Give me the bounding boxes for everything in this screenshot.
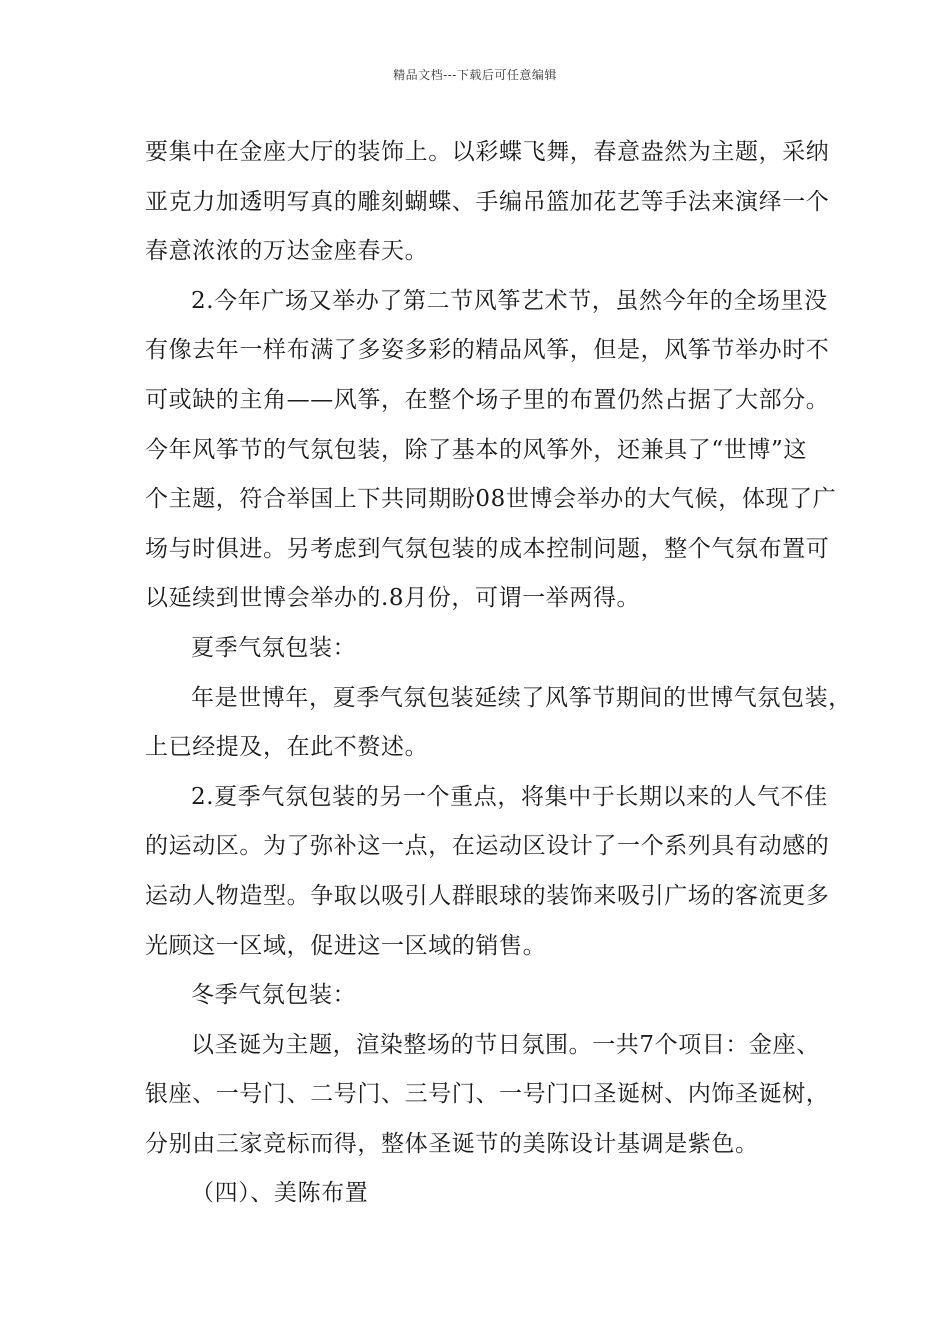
- paragraph-start: 2.今年广场又举办了第二节风筝艺术节，虽然今年的全场里没: [191, 287, 828, 314]
- paragraph-start: 年是世博年，夏季气氛包装延续了风筝节期间的世博气氛包装，: [191, 684, 852, 711]
- text-line: 要集中在金座大厅的装饰上。以彩蝶飞舞，春意盎然为主题，采纳: [145, 139, 830, 165]
- section-heading: 冬季气氛包装：: [191, 982, 357, 1009]
- text-line: 上已经提及，在此不赘述。: [145, 734, 429, 761]
- text-line: 光顾这一区域，促进这一区域的销售。: [145, 932, 547, 959]
- section-heading: （四）、美陈布置: [191, 1180, 369, 1207]
- document-body: [145, 128, 852, 1219]
- text-line: 春意浓浓的万达金座春天。: [145, 238, 429, 265]
- text-line: 场与时俱进。另考虑到气氛包装的成本控制问题，整个气氛布置可: [145, 535, 830, 562]
- text-line: 亚克力加透明写真的雕刻蝴蝶、手编吊篮加花艺等手法来演绎一个: [145, 188, 830, 215]
- text-line: 分别由三家竞标而得，整体圣诞节的美陈设计基调是紫色。: [145, 1130, 759, 1157]
- paragraph-start: 以圣诞为主题，渲染整场的节日氛围。一共7个项目：金座、: [191, 1031, 820, 1058]
- section-heading: 夏季气氛包装：: [191, 634, 357, 661]
- text-line: 银座、一号门、二号门、三号门、一号门口圣诞树、内饰圣诞树，: [145, 1081, 830, 1108]
- page-header: 精品文档---下载后可任意编辑: [393, 68, 557, 82]
- text-line: 运动人物造型。争取以吸引人群眼球的装饰来吸引广场的客流更多: [145, 882, 830, 909]
- text-line: 今年风筝节的气氛包装，除了基本的风筝外，还兼具了“世博”这: [145, 436, 807, 463]
- text-line: 的运动区。为了弥补这一点，在运动区设计了一个系列具有动感的: [145, 833, 830, 860]
- text-line: 有像去年一样布满了多姿多彩的精品风筝，但是，风筝节举办时不: [145, 337, 830, 364]
- text-line: 可或缺的主角——风筝，在整个场子里的布置仍然占据了大部分。: [145, 386, 830, 413]
- text-line: 个主题，符合举国上下共同期盼08世博会举办的大气候，体现了广: [145, 486, 837, 513]
- text-line: 以延续到世博会举办的.8月份，可谓一举两得。: [145, 585, 641, 612]
- paragraph-start: 2.夏季气氛包装的另一个重点，将集中于长期以来的人气不佳: [191, 783, 828, 810]
